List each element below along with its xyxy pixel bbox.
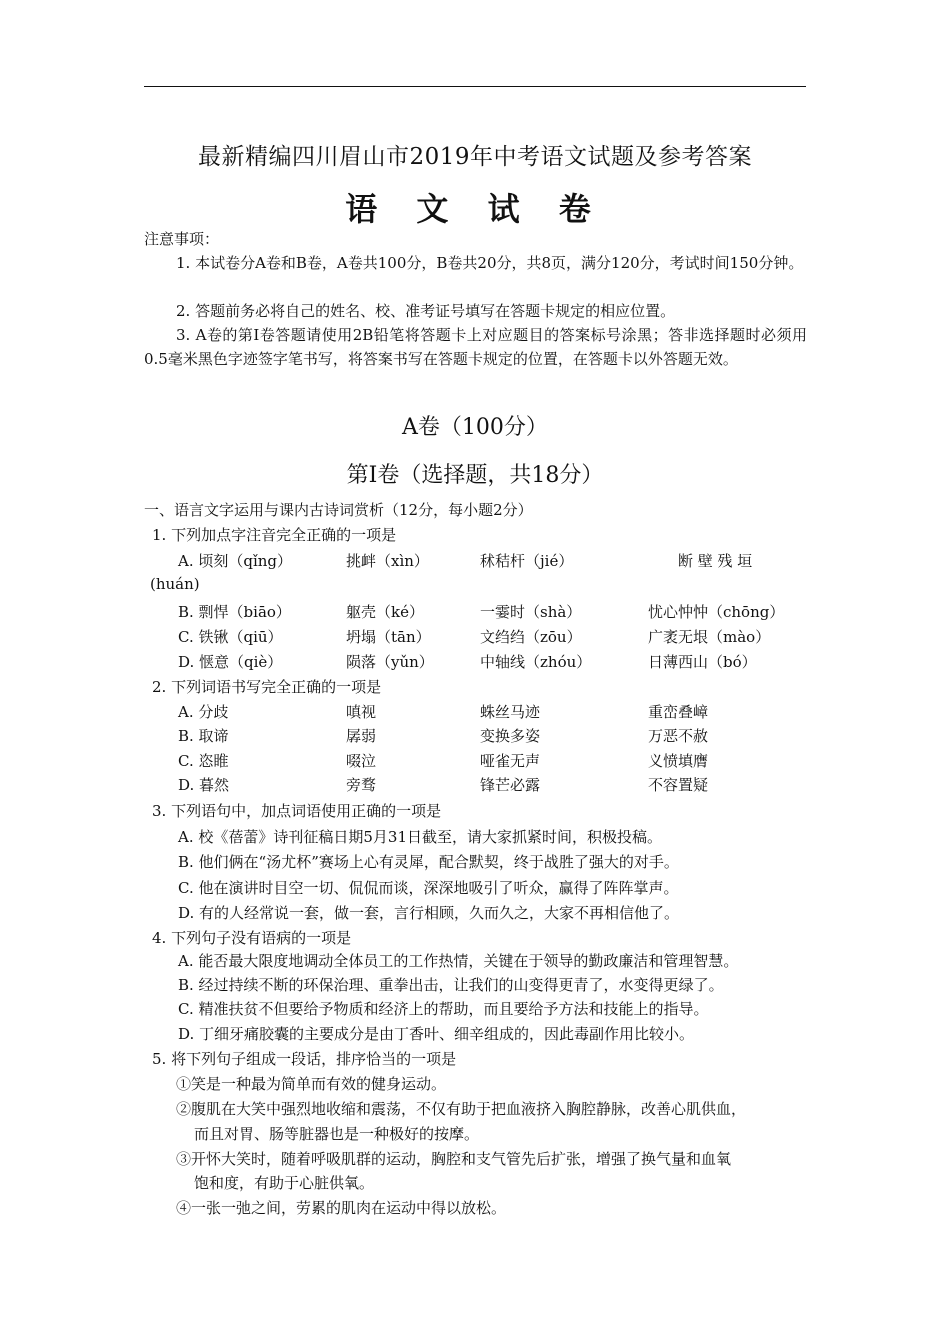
- q4-option-a: A. 能否最大限度地调动全体员工的工作热情，关键在于领导的勤政廉洁和管理智慧。: [178, 952, 739, 970]
- q1-row-a: [178, 550, 808, 574]
- q2-a-2: 嗔视: [346, 703, 377, 721]
- q1-row-b: [178, 601, 808, 625]
- q1-b-2: 躯壳（ké）: [346, 603, 424, 621]
- q2-c-3: 哑雀无声: [480, 752, 541, 770]
- notice-item-1: 1. 本试卷分A卷和B卷，A卷共100分，B卷共20分，共8页，满分120分，考试时间150分钟。: [176, 254, 804, 272]
- q2-c-2: 啜泣: [346, 752, 377, 770]
- q1-a-3: 秫秸杆（jié）: [480, 552, 574, 570]
- q1-a-2: 挑衅（xìn）: [346, 552, 429, 570]
- q5-sentence-1: ①笑是一种最为简单而有效的健身运动。: [176, 1075, 447, 1093]
- q1-d-1: D. 惬意（qiè）: [178, 653, 283, 671]
- q2-row-d: [178, 774, 808, 798]
- exam-subtitle: 语 文 试 卷: [345, 190, 605, 228]
- section-one-heading: 一、语言文字运用与课内古诗词赏析（12分，每小题2分）: [144, 501, 533, 519]
- q2-d-2: 旁骛: [346, 776, 377, 794]
- q1-a-wrap: (huán): [150, 575, 200, 593]
- q2-a-1: A. 分歧: [178, 703, 229, 721]
- part-one-heading: 第Ⅰ卷（选择题，共18分）: [346, 463, 604, 488]
- q4-option-d: D. 丁细牙痛胶囊的主要成分是由丁香叶、细辛组成的，因此毒副作用比较小。: [178, 1025, 695, 1043]
- section-a-heading: A卷（100分）: [402, 415, 548, 440]
- q1-row-d: [178, 651, 808, 675]
- q2-row-c: [178, 750, 808, 774]
- notice-item-2: 2. 答题前务必将自己的姓名、校、准考证号填写在答题卡规定的相应位置。: [176, 302, 676, 320]
- q3-option-d: D. 有的人经常说一套，做一套，言行相顾，久而久之，大家不再相信他了。: [178, 904, 680, 922]
- q1-d-3: 中轴线（zhóu）: [480, 653, 592, 671]
- q2-a-3: 蛛丝马迹: [480, 703, 541, 721]
- q2-row-b: [178, 725, 808, 749]
- q2-b-2: 孱弱: [346, 727, 377, 745]
- q5-sentence-3: ③开怀大笑时，随着呼吸肌群的运动，胸腔和支气管先后扩张，增强了换气量和血氧: [176, 1150, 732, 1168]
- q1-b-1: B. 剽悍（biāo）: [178, 603, 291, 621]
- q3-option-b: B. 他们俩在“汤尤杯”赛场上心有灵犀，配合默契，终于战胜了强大的对手。: [178, 853, 679, 871]
- notice-item-3: 3. A卷的第Ⅰ卷答题请使用2B铅笔将答题卡上对应题目的答案标号涂黑；答非选择题时必须用0.5毫米黑色字迹签字笔书写，将答案书写在答题卡规定的位置，在答题卡以外答题无效。: [144, 326, 807, 368]
- q1-b-3: 一霎时（shà）: [480, 603, 582, 621]
- q2-d-3: 锋芒必露: [480, 776, 541, 794]
- q2-b-4: 万恶不赦: [648, 727, 709, 745]
- q2-stem: 2. 下列词语书写完全正确的一项是: [152, 678, 382, 696]
- q2-c-4: 义愤填膺: [648, 752, 709, 770]
- q3-option-c: C. 他在演讲时目空一切、侃侃而谈，深深地吸引了听众，赢得了阵阵掌声。: [178, 879, 679, 897]
- q5-sentence-2: ②腹肌在大笑中强烈地收缩和震荡，不仅有助于把血液挤入胸腔静脉，改善心肌供血，: [176, 1100, 747, 1118]
- q5-sentence-3-cont: 饱和度，有助于心脏供氧。: [194, 1174, 375, 1192]
- q1-b-4: 忧心忡忡（chōng）: [648, 603, 785, 621]
- q5-sentence-4: ④一张一弛之间，劳累的肌肉在运动中得以放松。: [176, 1199, 507, 1217]
- q4-stem: 4. 下列句子没有语病的一项是: [152, 929, 352, 947]
- q1-d-2: 陨落（yǔn）: [346, 653, 434, 671]
- q1-c-3: 文绉绉（zōu）: [480, 628, 582, 646]
- page-title: 最新精编四川眉山市2019年中考语文试题及参考答案: [197, 144, 753, 170]
- q4-option-b: B. 经过持续不断的环保治理、重拳出击，让我们的山变得更青了，水变得更绿了。: [178, 976, 724, 994]
- q5-sentence-2-cont: 而且对胃、肠等脏器也是一种极好的按摩。: [194, 1125, 480, 1143]
- q1-c-4: 广袤无垠（mào）: [648, 628, 771, 646]
- q4-option-c: C. 精准扶贫不但要给予物质和经济上的帮助，而且要给予方法和技能上的指导。: [178, 1000, 709, 1018]
- q2-c-1: C. 恣睢: [178, 752, 229, 770]
- q1-row-c: [178, 626, 808, 650]
- q1-c-1: C. 铁锹（qiū）: [178, 628, 283, 646]
- q3-option-a: A. 校《蓓蕾》诗刊征稿日期5月31日截至，请大家抓紧时间，积极投稿。: [178, 828, 663, 846]
- q2-b-1: B. 取谛: [178, 727, 229, 745]
- q2-a-4: 重峦叠嶂: [648, 703, 709, 721]
- q5-stem: 5. 将下列句子组成一段话，排序恰当的一项是: [152, 1050, 457, 1068]
- q3-stem: 3. 下列语句中，加点词语使用正确的一项是: [152, 802, 442, 820]
- q2-row-a: [178, 701, 808, 725]
- q2-d-1: D. 暮然: [178, 776, 230, 794]
- q2-b-3: 变换多姿: [480, 727, 541, 745]
- q1-a-4: 断 壁 残 垣: [678, 552, 753, 570]
- header-rule: [144, 86, 806, 87]
- q1-d-4: 日薄西山（bó）: [648, 653, 757, 671]
- q1-stem: 1. 下列加点字注音完全正确的一项是: [152, 526, 397, 544]
- q1-a-1: A. 顷刻（qǐng）: [178, 552, 293, 570]
- q2-d-4: 不容置疑: [648, 776, 709, 794]
- notice-heading: 注意事项：: [144, 230, 220, 248]
- q1-c-2: 坍塌（tān）: [346, 628, 431, 646]
